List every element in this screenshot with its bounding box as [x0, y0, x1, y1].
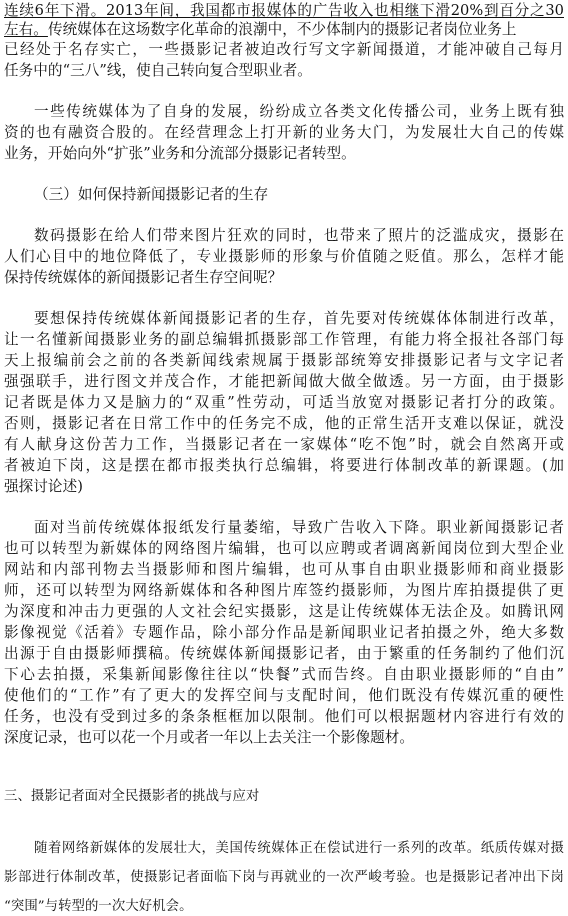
text-line: 下心去拍摄，采集新闻影像往往以“快餐”式而告终。自由职业摄影师的“自由”	[4, 666, 564, 683]
text-line: 连续6年下滑。2013年间，我国都市报媒体的广告收入也相继下滑20%到百分之30	[4, 2, 564, 19]
text-line	[4, 21, 517, 39]
text-line: 使他们的“工作”有了更大的发挥空间与支配时间，他们既没有传媒沉重的硬性	[4, 687, 564, 704]
text-line: 业务，开始向外“扩张”业务和分流部分摄影记者转型。	[4, 145, 356, 162]
text-line: 师，还可以转型为网络新媒体和各种图片库签约摄影师，为图片库拍摄提供了更	[4, 582, 564, 599]
text-line: 深度记录，也可以花一个月或者一年以上去关注一个影像题材。	[4, 729, 415, 746]
text-line: 保持传统媒体的新闻摄影记者生存空间呢？	[4, 269, 283, 286]
text-line: 影像视觉《活着》专题作品，除小部分作品是新闻职业记者拍摄之外，绝大多数	[4, 624, 564, 641]
text-line: 网站和内部刊物去当摄影师和图片编辑，也可从事自由职业摄影师和商业摄影	[4, 561, 564, 578]
text-line: 为深度和冲击力更强的人文社会纪实摄影，这是让传统媒体无法企及。如腾讯网	[4, 603, 564, 620]
text-line: 者被迫下岗，这是摆在都市报类执行总编辑，将要进行体制改革的新课题。(加	[4, 457, 564, 474]
text-line: 影部进行体制改革，使摄影记者面临下岗与再就业的一次严峻考验。也是摄影记者冲出下岗	[4, 870, 564, 885]
text-line: 出源于自由摄影师撰稿。传统媒体新闻摄影记者，由于繁重的任务制约了他们沉	[4, 645, 564, 662]
text-line: 天上报编前会之前的各类新闻线索规属于摄影部统筹安排摄影记者与文字记者	[4, 352, 564, 369]
text-line: “突围”与转型的一次大好机会。	[4, 899, 193, 914]
text-line: 要想保持传统媒体新闻摄影记者的生存，首先要对传统媒体体制进行改革，	[34, 310, 564, 327]
text-line: 一些传统媒体为了自身的发展，纷纷成立各类文化传播公司，业务上既有独	[34, 103, 564, 120]
text-line: 记者既是体力又是脑力的“双重”性劳动，可适当放宽对摄影记者打分的政策。	[4, 394, 564, 411]
text-line: 任务，也没有受到过多的条条框框加以限制。他们可以根据题材内容进行有效的	[4, 708, 564, 725]
text-line: 任务中的“三八”线，使自己转向复合型职业者。	[4, 62, 312, 79]
text-line: 人们心目中的地位降低了，专业摄影师的形象与价值随之贬值。那么，怎样才能	[4, 248, 564, 265]
text-line: 随着网络新媒体的发展壮大，美国传统媒体正在偿试进行一系列的改革。纸质传媒对摄	[34, 841, 564, 856]
text-line: 资的也有融资合股的。在经营理念上打开新的业务大门，为发展壮大自己的传媒	[4, 124, 564, 141]
section-heading: （三）如何保持新闻摄影记者的生存	[34, 186, 269, 203]
underlined-fragment: 左右。	[4, 21, 48, 38]
section-heading: 三、摄影记者面对全民摄影者的挑战与应对	[4, 789, 260, 804]
text-line: 让一名懂新闻摄影业务的副总编辑抓摄影部工作管理，有能力将全报社各部门每	[4, 331, 564, 348]
text-line: 数码摄影在给人们带来图片狂欢的同时，也带来了照片的泛滥成灾，摄影在	[34, 227, 564, 244]
text-line: 也可以转型为新媒体的网络图片编辑，也可以应聘或者调离新闻岗位到大型企业	[4, 540, 564, 557]
text-line: 面对当前传统媒体报纸发行量萎缩，导致广告收入下降。职业新闻摄影记者	[34, 519, 564, 536]
text-line: 有人献身这份苦力工作，当摄影记者在一家媒体“吃不饱”时，就会自然离开或	[4, 436, 564, 453]
text-line: 已经处于名存实亡，一些摄影记者被迫改行写文字新闻摄道，才能冲破自己每月	[4, 41, 564, 58]
text-fragment: 传统媒体在这场数字化革命的浪潮中，不少体制内的摄影记者岗位业务上	[47, 21, 517, 38]
text-line: 否则，摄影记者在日常工作中的任务完不成，他的正常生活开支难以保证，就没	[4, 415, 564, 432]
text-line: 强探讨论述)	[4, 478, 83, 495]
text-line: 强强联手，进行图文并茂合作，才能把新闻做大做全做透。另一方面，由于摄影	[4, 373, 564, 390]
